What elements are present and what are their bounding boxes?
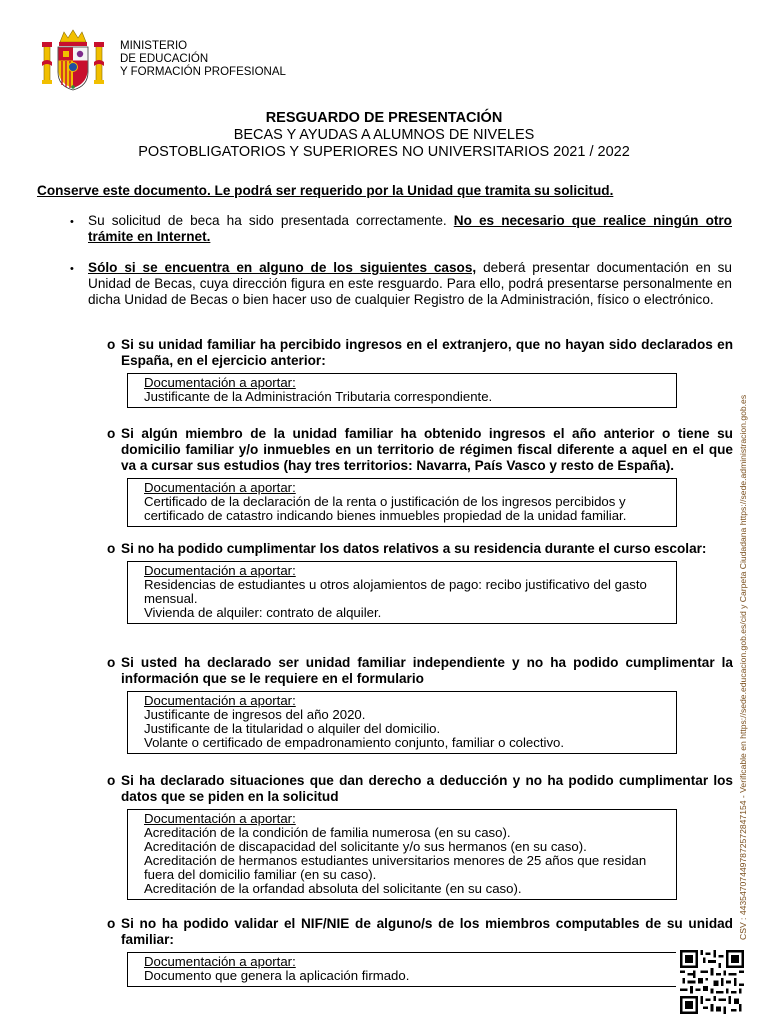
case-residence bbox=[107, 541, 733, 624]
document-title: RESGUARDO DE PRESENTACIÓN bbox=[265, 110, 503, 126]
circle-bullet-icon: o bbox=[107, 773, 116, 788]
bullet-plain-text: deberá presentar documentación en su Unidad de Becas, cuya dirección figura en este resguardo. Para ello, podrá presentarse personalmente en dicha Unidad de Becas o bien hacer uso de cualquier Registro de la Administración, físico o electrónico. bbox=[88, 260, 732, 307]
case-different-fiscal-territory bbox=[107, 426, 733, 527]
bullet-dot: • bbox=[70, 263, 74, 275]
ministry-name bbox=[120, 40, 286, 79]
case-question bbox=[107, 655, 733, 687]
circle-bullet-icon: o bbox=[107, 541, 116, 556]
bullet-text bbox=[88, 260, 732, 308]
documentation-heading: Documentación a aportar: bbox=[144, 693, 296, 708]
documentation-box bbox=[127, 809, 677, 900]
ministry-line-2: DE EDUCACIÓN bbox=[120, 53, 209, 65]
qr-code-icon bbox=[680, 950, 744, 1014]
documentation-item: Residencias de estudiantes u otros alojamientos de pago: recibo justificativo del gasto mensual. bbox=[144, 577, 647, 606]
csv-verification-strip bbox=[727, 320, 749, 940]
documentation-box bbox=[127, 561, 677, 624]
circle-bullet-icon: o bbox=[107, 916, 116, 931]
coat-of-arms-icon bbox=[40, 28, 106, 94]
csv-verification-text: CSV : 443547074497872572847154 - Verificable en https://sede.educacion.gob.es/cid y Carpeta Ciudadana https://sede.administracion.gob.es bbox=[738, 394, 748, 940]
case-question-text: Si usted ha declarado ser unidad familiar independiente y no ha podido cumplimentar la información que se le requiere en el formulario bbox=[121, 655, 733, 686]
bullet-submission-ok bbox=[70, 213, 732, 245]
document-subtitle-line-2: POSTOBLIGATORIOS Y SUPERIORES NO UNIVERSITARIOS 2021 / 2022 bbox=[138, 144, 630, 160]
documentation-heading: Documentación a aportar: bbox=[144, 480, 296, 495]
documentation-item: Acreditación de la condición de familia numerosa (en su caso). bbox=[144, 825, 511, 840]
case-question bbox=[107, 916, 733, 948]
documentation-item: Acreditación de la orfandad absoluta del solicitante (en su caso). bbox=[144, 881, 522, 896]
case-question-text: Si no ha podido cumplimentar los datos relativos a su residencia durante el curso escolar: bbox=[121, 541, 707, 556]
circle-bullet-icon: o bbox=[107, 426, 116, 441]
documentation-item: Certificado de la declaración de la renta o justificación de los ingresos percibidos y certificado de catastro indicando bienes inmuebles propiedad de la unidad familiar. bbox=[144, 494, 627, 523]
documentation-heading: Documentación a aportar: bbox=[144, 375, 296, 390]
case-question bbox=[107, 426, 733, 474]
documentation-box bbox=[127, 373, 677, 408]
bullet-plain-text: Su solicitud de beca ha sido presentada correctamente. bbox=[88, 213, 454, 228]
document-subtitle-line-1: BECAS Y AYUDAS A ALUMNOS DE NIVELES bbox=[233, 127, 535, 143]
case-question-text: Si ha declarado situaciones que dan derecho a deducción y no ha podido cumplimentar los datos que se piden en la solicitud bbox=[121, 773, 733, 804]
case-question bbox=[107, 773, 733, 805]
documentation-box bbox=[127, 952, 676, 987]
case-deductions bbox=[107, 773, 733, 900]
bullet-special-cases bbox=[70, 260, 732, 308]
documentation-item: Justificante de la Administración Tributaria correspondiente. bbox=[144, 389, 493, 404]
documentation-item: Documento que genera la aplicación firmado. bbox=[144, 968, 410, 983]
documentation-box bbox=[127, 691, 677, 754]
conserve-notice: Conserve este documento. Le podrá ser requerido por la Unidad que tramita su solicitud. bbox=[37, 183, 614, 198]
documentation-box bbox=[127, 478, 677, 527]
case-nif-nie-validation bbox=[107, 916, 733, 987]
case-independent-family-unit bbox=[107, 655, 733, 754]
circle-bullet-icon: o bbox=[107, 337, 116, 352]
case-question bbox=[107, 541, 733, 557]
case-question-text: Si su unidad familiar ha percibido ingresos en el extranjero, que no hayan sido declarados en España, en el ejercicio anterior: bbox=[121, 337, 733, 368]
document-title-block bbox=[0, 110, 768, 161]
bullet-emphasis-text: Sólo si se encuentra en alguno de los siguientes casos, bbox=[88, 260, 477, 275]
documentation-item: Vivienda de alquiler: contrato de alquiler. bbox=[144, 605, 382, 620]
case-question-text: Si no ha podido validar el NIF/NIE de alguno/s de los miembros computables de su unidad familiar: bbox=[121, 916, 733, 947]
circle-bullet-icon: o bbox=[107, 655, 116, 670]
ministry-line-1: MINISTERIO bbox=[120, 40, 188, 52]
documentation-item: Acreditación de hermanos estudiantes universitarios menores de 25 años que residan fuera del domicilio familiar (en su caso). bbox=[144, 853, 647, 882]
bullet-text bbox=[88, 213, 732, 245]
documentation-item: Acreditación de discapacidad del solicitante y/o sus hermanos (en su caso). bbox=[144, 839, 587, 854]
documentation-item: Justificante de la titularidad o alquiler del domicilio. bbox=[144, 721, 441, 736]
documentation-item: Volante o certificado de empadronamiento conjunto, familiar o colectivo. bbox=[144, 735, 565, 750]
documentation-heading: Documentación a aportar: bbox=[144, 811, 296, 826]
case-question bbox=[107, 337, 733, 369]
document-header bbox=[40, 28, 286, 94]
case-foreign-income bbox=[107, 337, 733, 408]
documentation-heading: Documentación a aportar: bbox=[144, 563, 296, 578]
ministry-line-3: Y FORMACIÓN PROFESIONAL bbox=[120, 66, 286, 78]
bullet-emphasis-text: No es necesario que realice ningún otro trámite en Internet. bbox=[88, 213, 732, 244]
bullet-dot: • bbox=[70, 216, 74, 228]
documentation-item: Justificante de ingresos del año 2020. bbox=[144, 707, 366, 722]
documentation-heading: Documentación a aportar: bbox=[144, 954, 296, 969]
case-question-text: Si algún miembro de la unidad familiar ha obtenido ingresos el año anterior o tiene su domicilio familiar y/o inmuebles en un territorio de régimen fiscal diferente a aquel en el que va a cursar sus estudios (hay tres territorios: Navarra, País Vasco y resto de España). bbox=[121, 426, 733, 473]
